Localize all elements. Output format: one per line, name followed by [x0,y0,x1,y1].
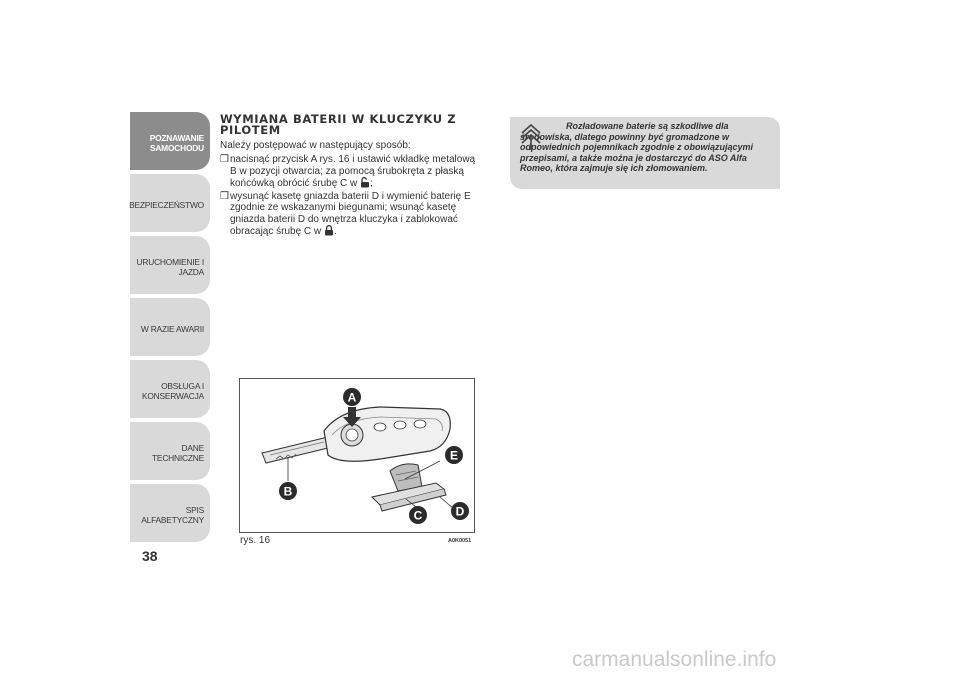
tab-label: BEZPIECZEŃSTWO [129,200,204,210]
tab-w-razie-awarii[interactable] [130,298,210,356]
environment-symbol-icon [520,123,542,151]
page-number: 38 [142,548,158,564]
svg-text:D: D [455,504,465,519]
section-intro: Należy postępować w następujący sposób: [220,140,411,151]
environment-note [510,117,780,189]
note-text: Rozładowane baterie są szkodliwe dla środowiska, dlatego powinny być gromadzone w odpowiednich pojemnikach zgodnie z obowiązującymi przepisami, a także można je dostarczyć do ASO Alfa Romeo, która zajmuje się ich złomowaniem. [520,121,754,173]
tab-poznawanie-samochodu[interactable] [130,112,210,170]
list-item [220,191,482,238]
tab-dane-techniczne[interactable] [130,422,210,480]
svg-text:B: B [283,484,293,499]
unlock-icon [360,177,370,188]
callout-b [279,482,297,500]
step-text-end: . [333,226,337,237]
step-text: wysunąć kasetę gniazda baterii D i wymienić baterię E zgodnie ze wskazanymi biegunami; wsunąć kasetę gniazda baterii D do wnętrza kluczyka i zablokować obracając śrubę C w [230,190,471,237]
callout-a [343,388,361,406]
section-title: WYMIANA BATERII W KLUCZYKU Z PILOTEM [220,112,457,137]
main-column [220,114,482,239]
tab-bezpieczenstwo[interactable] [130,174,210,232]
bullet-icon: ❒ [220,190,229,202]
callout-d [451,502,469,520]
svg-text:A: A [347,390,357,405]
tab-obsluga-i-konserwacja[interactable] [130,360,210,418]
tab-label: OBSŁUGA I KONSERWACJA [141,381,204,401]
tab-spis-alfabetyczny[interactable] [130,484,210,542]
tab-label: URUCHOMIENIE I JAZDA [136,257,204,277]
tab-label: W RAZIE AWARII [140,324,204,334]
figure-code: A0K0051 [448,538,472,544]
list-item [220,154,482,190]
figure-caption: rys. 16 [240,535,271,546]
step-text-end: ; [370,178,373,189]
lock-icon [324,225,334,236]
svg-text:E: E [449,448,459,463]
callout-e [445,446,463,464]
bullet-icon: ❒ [220,154,229,165]
tab-uruchomienie-i-jazda[interactable] [130,236,210,294]
callout-c [409,506,427,524]
steps-list [220,154,482,238]
key-illustration [240,379,474,532]
tab-label: SPIS ALFABETYCZNY [141,505,204,525]
watermark-text: carmanualsonline.info [572,648,777,671]
tab-label: DANE TECHNICZNE [152,443,204,463]
svg-text:C: C [413,508,423,523]
figure-key-battery [239,378,475,533]
tab-label: POZNAWANIE SAMOCHODU [149,133,204,153]
step-text: nacisnąć przycisk A rys. 16 i ustawić wkładkę metalową B w pozycji otwarcia; za pomocą śrubokręta z płaską końcówką obrócić śrubę C w [230,154,476,189]
